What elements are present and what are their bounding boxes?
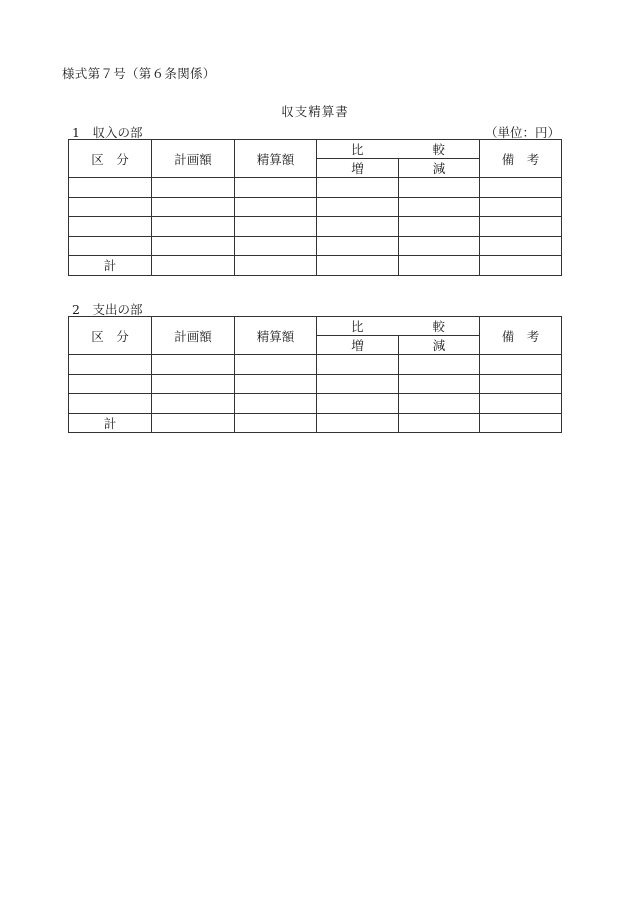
expense-header-category: 区 分 (69, 317, 152, 355)
table-row (69, 236, 562, 256)
income-total-label: 計 (69, 256, 152, 276)
expense-total-label: 計 (69, 413, 152, 433)
table-row (69, 217, 562, 237)
document-title: 収支精算書 (281, 104, 349, 119)
expense-header-row (69, 317, 562, 336)
unit-note: （単位：円） (484, 125, 560, 140)
table-row (69, 355, 562, 375)
table-row (69, 394, 562, 414)
table-row (69, 197, 562, 217)
income-header-category: 区 分 (69, 140, 152, 178)
income-compare-left: 比 (351, 142, 364, 157)
income-header-increase: 増 (317, 159, 399, 178)
expense-table (68, 316, 562, 433)
expense-header-decrease: 減 (399, 336, 480, 355)
table-row (69, 374, 562, 394)
income-compare-right: 較 (432, 142, 445, 157)
form-number: 様式第７号（第６条関係） (62, 66, 216, 81)
expense-compare-right: 較 (432, 319, 445, 334)
income-section-heading: 1 収入の部 (72, 125, 143, 140)
expense-header-planned: 計画額 (152, 317, 235, 355)
income-header-planned: 計画額 (152, 140, 235, 178)
expense-total-row (69, 413, 562, 433)
expense-header-settled: 精算額 (235, 317, 317, 355)
expense-compare-left: 比 (351, 319, 364, 334)
income-table (68, 139, 562, 276)
income-header-comparison (317, 140, 480, 159)
income-header-remarks: 備 考 (480, 140, 562, 178)
expense-header-increase: 増 (317, 336, 399, 355)
income-header-settled: 精算額 (235, 140, 317, 178)
table-row (69, 178, 562, 198)
expense-header-remarks: 備 考 (480, 317, 562, 355)
income-total-row (69, 256, 562, 276)
expense-header-comparison (317, 317, 480, 336)
expense-section-heading: 2 支出の部 (72, 302, 143, 317)
income-header-decrease: 減 (399, 159, 480, 178)
income-header-row (69, 140, 562, 159)
